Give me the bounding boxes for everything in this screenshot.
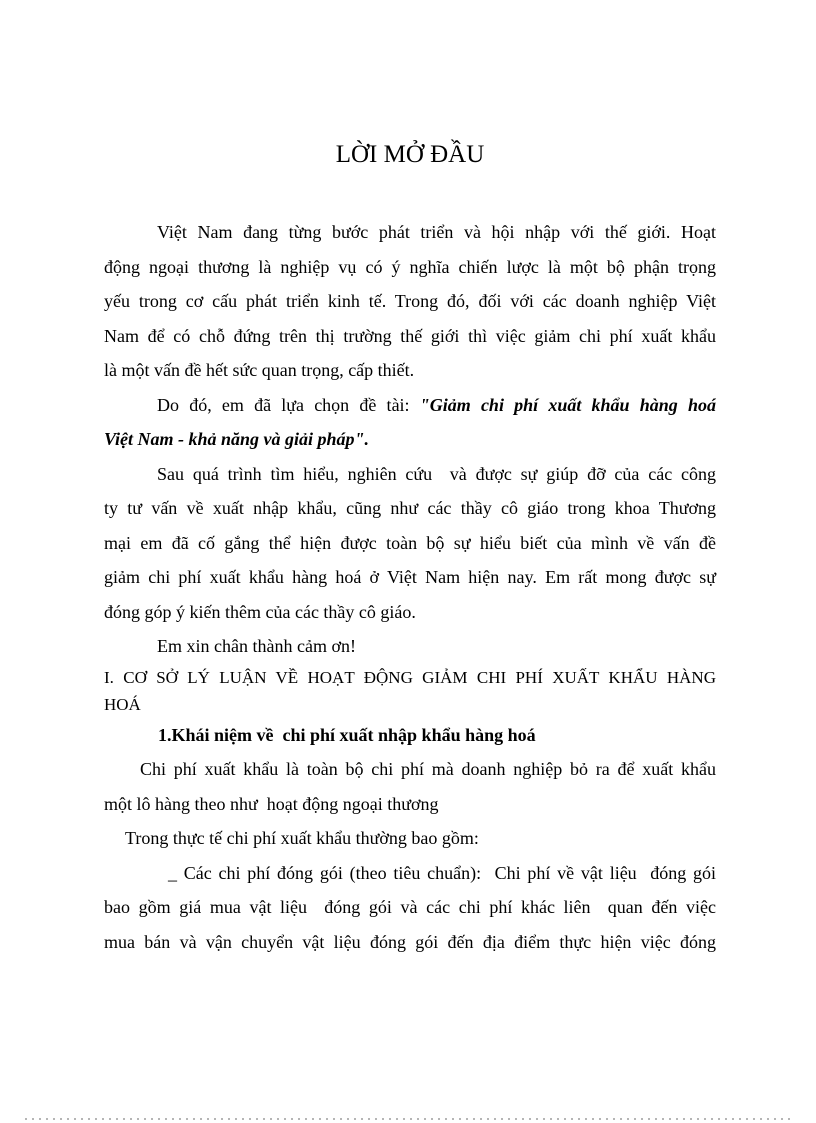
definition-paragraph	[104, 752, 716, 821]
text-line: bao gồm giá mua vật liệu đóng gói và các chi phí khác liên quan đến việc	[104, 897, 716, 917]
intro-paragraph-1	[104, 215, 716, 388]
text-line: mua bán và vận chuyển vật liệu đóng gói đến địa điểm thực hiện việc đóng	[104, 931, 716, 952]
text-line	[104, 388, 716, 423]
text-line: đóng góp ý kiến thêm của các thầy cô giáo.	[104, 601, 416, 622]
text-line: một lô hàng theo như hoạt động ngoại thương	[104, 793, 439, 814]
text-line: giảm chi phí xuất khẩu hàng hoá ở Việt Nam hiện nay. Em rất mong được sự	[104, 567, 716, 587]
document-title: LỜI MỞ ĐẦU	[335, 141, 485, 168]
text-line: Em xin chân thành cảm ơn!	[157, 636, 356, 656]
section-1-subheading	[104, 718, 716, 753]
page-bottom-dotted-border	[25, 1118, 790, 1120]
text-line: là một vấn đề hết sức quan trọng, cấp thiết.	[104, 360, 415, 380]
thesis-topic-emphasis: Việt Nam - khả năng và giải pháp".	[104, 429, 370, 449]
page-content	[104, 140, 716, 959]
leadin-paragraph	[104, 821, 716, 856]
topic-lead-text: Do đó, em đã lựa chọn đề tài:	[157, 394, 420, 415]
intro-paragraph-3	[104, 457, 716, 630]
text-line: yếu trong cơ cấu phát triển kinh tế. Trong đó, đối với các doanh nghiệp Việt	[104, 291, 716, 311]
text-line: Sau quá trình tìm hiểu, nghiên cứu và được sự giúp đỡ của các công	[157, 463, 716, 484]
text-line: Chi phí xuất khẩu là toàn bộ chi phí mà doanh nghiệp bỏ ra để xuất khẩu	[140, 759, 716, 779]
text-line: ty tư vấn về xuất nhập khẩu, cũng như các thầy cô giáo trong khoa Thương	[104, 498, 716, 518]
text-line: động ngoại thương là nghiệp vụ có ý nghĩa chiến lược là một bộ phận trọng	[104, 256, 716, 277]
text-line: HOÁ	[104, 694, 141, 714]
text-line: Trong thực tế chi phí xuất khẩu thường bao gồm:	[125, 828, 479, 848]
thesis-topic-emphasis: "Giảm chi phí xuất khẩu hàng hoá	[419, 394, 716, 415]
text-line: I. CƠ SỞ LÝ LUẬN VỀ HOẠT ĐỘNG GIẢM CHI PHÍ XUẤT KHẨU HÀNG	[104, 667, 716, 687]
intro-paragraph-thanks	[104, 629, 716, 664]
text-line: Việt Nam đang từng bước phát triển và hội nhập với thế giới. Hoạt	[157, 222, 716, 242]
intro-paragraph-topic	[104, 388, 716, 457]
section-1-heading	[104, 664, 716, 718]
packing-costs-paragraph	[104, 856, 716, 960]
text-line: 1.Khái niệm về chi phí xuất nhập khẩu hàng hoá	[158, 724, 536, 745]
text-line: _ Các chi phí đóng gói (theo tiêu chuẩn): Chi phí về vật liệu đóng gói	[168, 862, 716, 883]
text-line: mại em đã cố gắng thể hiện được toàn bộ sự hiểu biết của mình về vấn đề	[104, 532, 716, 553]
text-line: Nam để có chỗ đứng trên thị trường thế giới thì việc giảm chi phí xuất khẩu	[104, 325, 716, 346]
